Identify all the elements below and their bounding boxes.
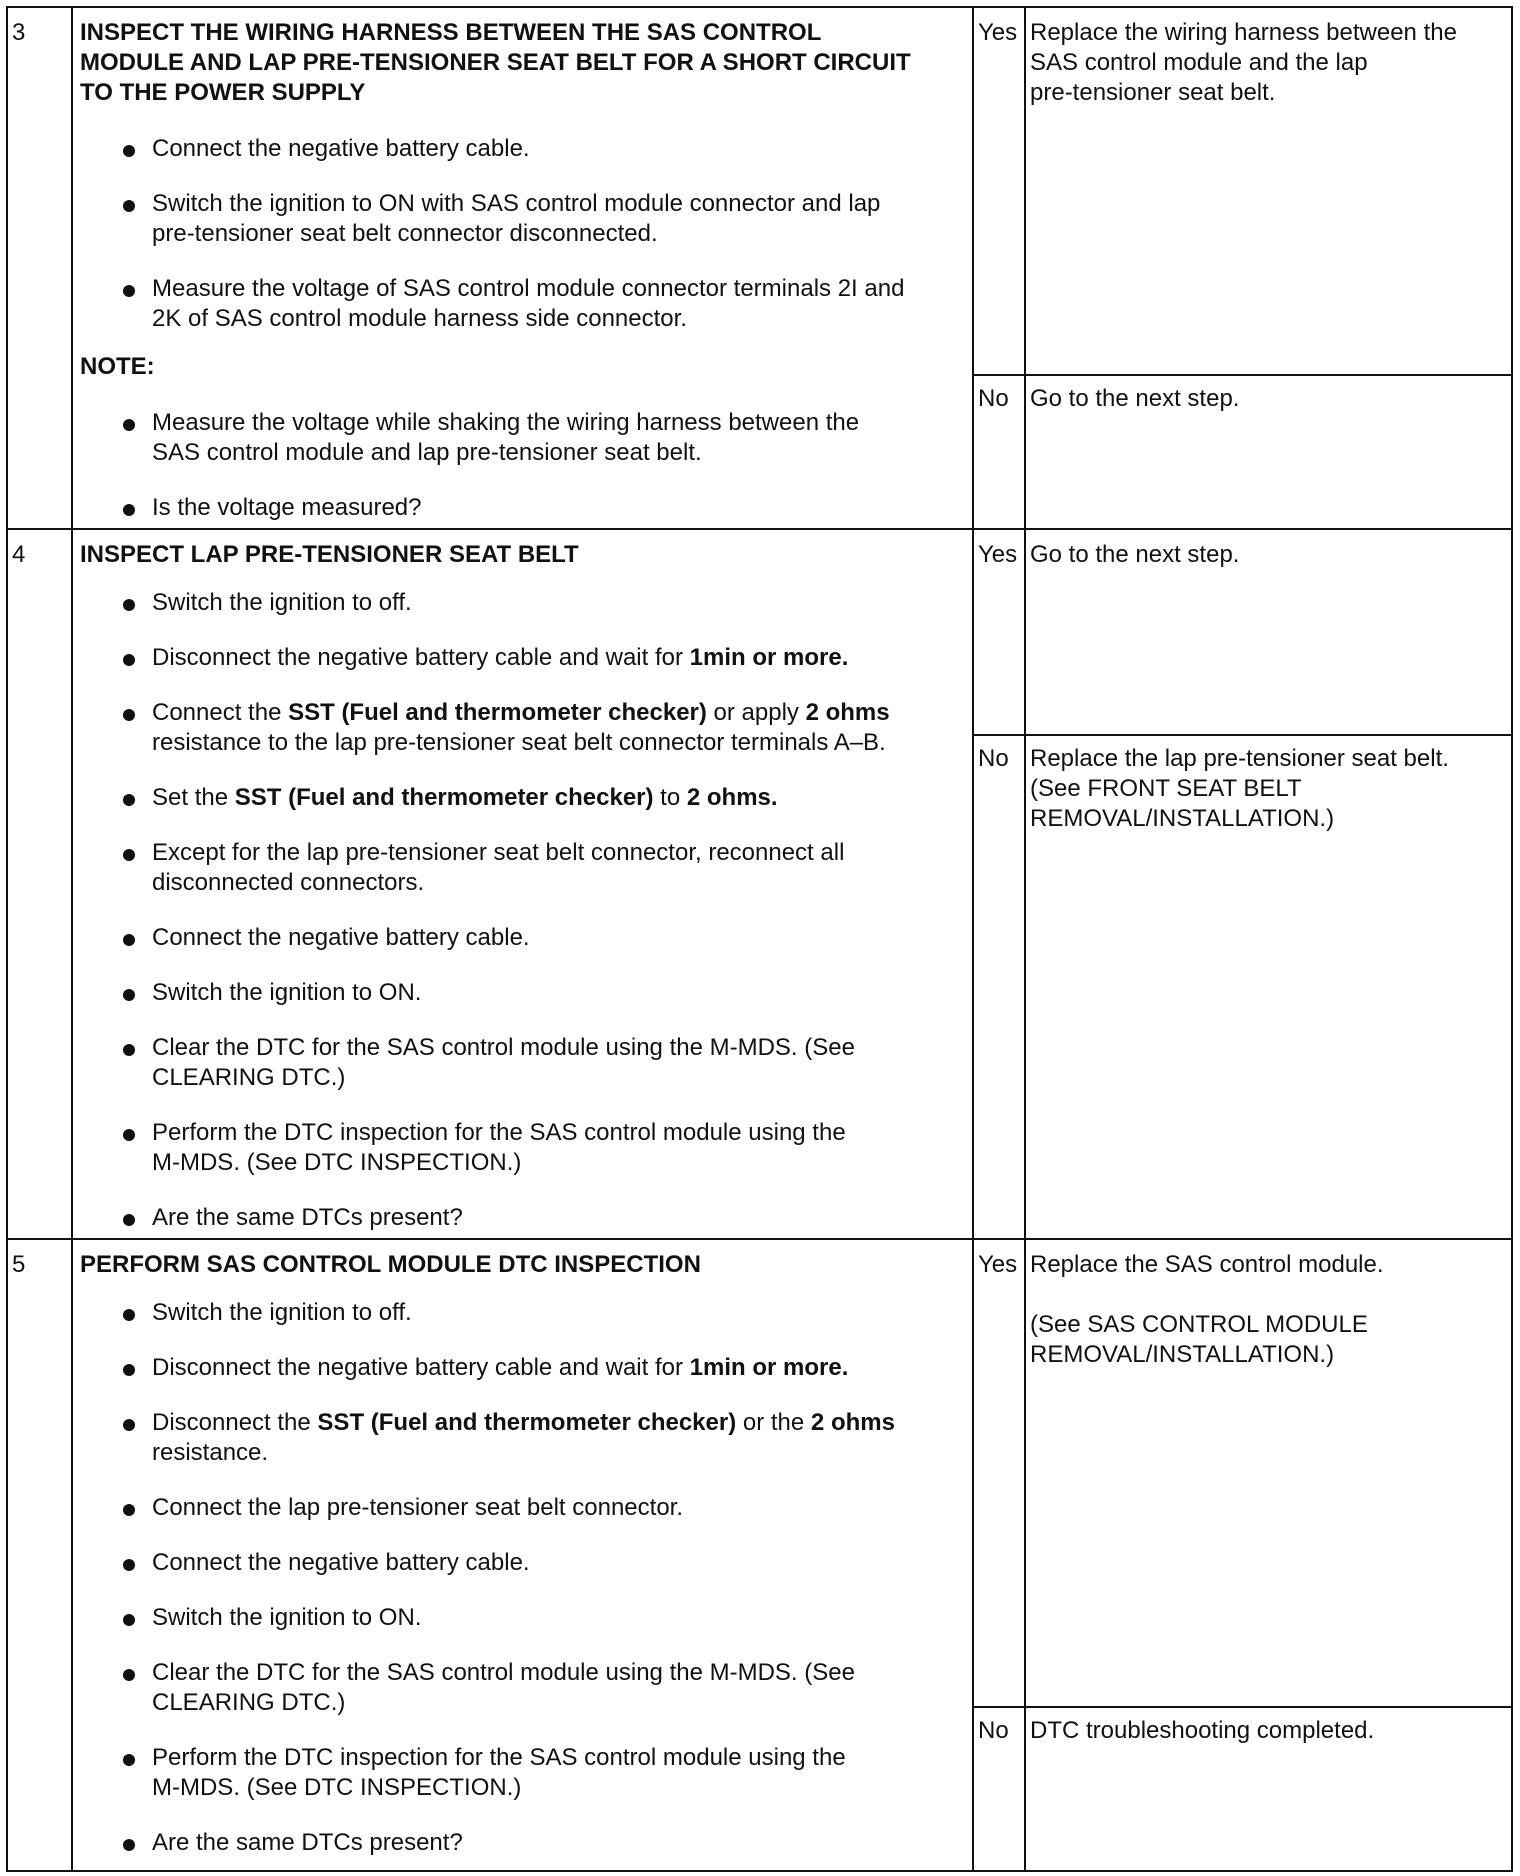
yes-label: Yes [978, 541, 1018, 568]
step-item-line: Switch the ignition to ON with SAS control module connector and lap [152, 190, 881, 217]
bullet-icon [123, 934, 135, 946]
yes-no-divider [972, 1706, 1513, 1708]
step-item-line [152, 1353, 848, 1383]
step-item-line: Connect the negative battery cable. [152, 1549, 530, 1576]
step-item-line: resistance to the lap pre-tensioner seat belt connector terminals A–B. [152, 729, 886, 756]
step-title: TO THE POWER SUPPLY [80, 79, 366, 106]
bullet-icon [123, 1754, 135, 1766]
bullet-icon [123, 1614, 135, 1626]
bold-text: SST (Fuel and thermometer checker) [234, 784, 654, 811]
step-item-line: Switch the ignition to off. [152, 1299, 412, 1326]
step-number: 4 [12, 541, 26, 568]
step-item-line: Measure the voltage of SAS control module connector terminals 2I and [152, 275, 905, 302]
bullet-icon [123, 794, 135, 806]
step-item-line: disconnected connectors. [152, 869, 425, 896]
bullet-icon [123, 599, 135, 611]
step-item-line: resistance. [152, 1439, 269, 1466]
text: Disconnect the negative battery cable and wait for [152, 1354, 690, 1381]
yes-action-text: Replace the SAS control module. [1030, 1251, 1384, 1278]
step-item-line: Connect the negative battery cable. [152, 135, 530, 162]
bullet-icon [123, 145, 135, 157]
troubleshooting-table [6, 6, 1513, 1872]
step-title: PERFORM SAS CONTROL MODULE DTC INSPECTION [80, 1251, 701, 1278]
step-item-line: pre-tensioner seat belt connector disconnected. [152, 220, 658, 247]
bullet-icon [123, 1839, 135, 1851]
step-item-line: Connect the negative battery cable. [152, 924, 530, 951]
step-item-line: Except for the lap pre-tensioner seat belt connector, reconnect all [152, 839, 845, 866]
yes-action-text: REMOVAL/INSTALLATION.) [1030, 1341, 1335, 1368]
no-action-text: Replace the lap pre-tensioner seat belt. [1030, 745, 1449, 772]
text: Disconnect the negative battery cable and wait for [152, 644, 690, 671]
step-item-line: Perform the DTC inspection for the SAS control module using the [152, 1119, 846, 1146]
bullet-icon [123, 1669, 135, 1681]
yes-no-divider [972, 374, 1513, 376]
column-divider-result [972, 6, 974, 1872]
step-item-line: Switch the ignition to ON. [152, 1604, 422, 1631]
step-item-line: Switch the ignition to ON. [152, 979, 422, 1006]
no-action-text: DTC troubleshooting completed. [1030, 1717, 1375, 1744]
yes-action-text: Replace the wiring harness between the [1030, 19, 1457, 46]
yes-action-text: (See SAS CONTROL MODULE [1030, 1311, 1368, 1338]
step-item-line: Clear the DTC for the SAS control module using the M-MDS. (See [152, 1034, 855, 1061]
row-divider [6, 528, 1513, 530]
text: or the [736, 1409, 811, 1436]
no-label: No [978, 1717, 1009, 1744]
bullet-icon [123, 200, 135, 212]
no-action-text: Go to the next step. [1030, 385, 1240, 412]
step-item-line: Switch the ignition to off. [152, 589, 412, 616]
text: Disconnect the [152, 1409, 318, 1436]
step-item-line: CLEARING DTC.) [152, 1689, 346, 1716]
bold-text: 2 ohms [810, 1409, 895, 1436]
note-item-line: Measure the voltage while shaking the wiring harness between the [152, 409, 860, 436]
step-item-line: Are the same DTCs present? [152, 1204, 463, 1231]
yes-action-text: Go to the next step. [1030, 541, 1240, 568]
step-title: MODULE AND LAP PRE-TENSIONER SEAT BELT FOR A SHORT CIRCUIT [80, 49, 911, 76]
bullet-icon [123, 1419, 135, 1431]
step-item-line: 2K of SAS control module harness side connector. [152, 305, 687, 332]
step-item-line: Perform the DTC inspection for the SAS control module using the [152, 1744, 846, 1771]
step-item-line: Connect the lap pre-tensioner seat belt connector. [152, 1494, 683, 1521]
bullet-icon [123, 1309, 135, 1321]
step-item-line: Clear the DTC for the SAS control module using the M-MDS. (See [152, 1659, 855, 1686]
no-label: No [978, 385, 1009, 412]
step-title: INSPECT LAP PRE-TENSIONER SEAT BELT [80, 541, 579, 568]
step-item-line: CLEARING DTC.) [152, 1064, 346, 1091]
bold-text: 1min or more. [689, 1354, 849, 1381]
no-action-text: REMOVAL/INSTALLATION.) [1030, 805, 1335, 832]
step-item-line [152, 783, 778, 813]
column-divider-number [71, 6, 73, 1872]
text: Set the [152, 784, 235, 811]
bold-text: 2 ohms [805, 699, 890, 726]
bullet-icon [123, 849, 135, 861]
step-item-line: M-MDS. (See DTC INSPECTION.) [152, 1149, 522, 1176]
bold-text: SST (Fuel and thermometer checker) [288, 699, 707, 726]
step-item-line [152, 643, 848, 673]
text: or apply [706, 699, 806, 726]
bullet-icon [123, 709, 135, 721]
bullet-icon [123, 1364, 135, 1376]
bold-text: 1min or more. [689, 644, 849, 671]
no-action-text: (See FRONT SEAT BELT [1030, 775, 1302, 802]
yes-action-text: SAS control module and the lap [1030, 49, 1368, 76]
yes-action-text: pre-tensioner seat belt. [1030, 79, 1276, 106]
step-title: INSPECT THE WIRING HARNESS BETWEEN THE SAS CONTROL [80, 19, 822, 46]
step-item-line [152, 1408, 895, 1438]
note-item-line: SAS control module and lap pre-tensioner seat belt. [152, 439, 702, 466]
step-item-line [152, 698, 890, 728]
bullet-icon [123, 654, 135, 666]
step-item-line: M-MDS. (See DTC INSPECTION.) [152, 1774, 522, 1801]
yes-no-divider [972, 734, 1513, 736]
bullet-icon [123, 1214, 135, 1226]
bullet-icon [123, 419, 135, 431]
bullet-icon [123, 1504, 135, 1516]
column-divider-action [1024, 6, 1026, 1872]
step-number: 5 [12, 1251, 26, 1278]
row-divider [6, 1238, 1513, 1240]
step-item-line: Are the same DTCs present? [152, 1829, 463, 1856]
note-item-line: Is the voltage measured? [152, 494, 422, 521]
bullet-icon [123, 1129, 135, 1141]
bullet-icon [123, 1559, 135, 1571]
text: Connect the [152, 699, 289, 726]
bold-text: SST (Fuel and thermometer checker) [317, 1409, 737, 1436]
bold-text: 2 ohms. [686, 784, 778, 811]
yes-label: Yes [978, 1251, 1018, 1278]
bullet-icon [123, 989, 135, 1001]
bullet-icon [123, 504, 135, 516]
bullet-icon [123, 1044, 135, 1056]
no-label: No [978, 745, 1009, 772]
bullet-icon [123, 285, 135, 297]
yes-label: Yes [978, 19, 1018, 46]
note-label: NOTE: [80, 353, 155, 380]
step-number: 3 [12, 19, 26, 46]
text: to [653, 784, 687, 811]
